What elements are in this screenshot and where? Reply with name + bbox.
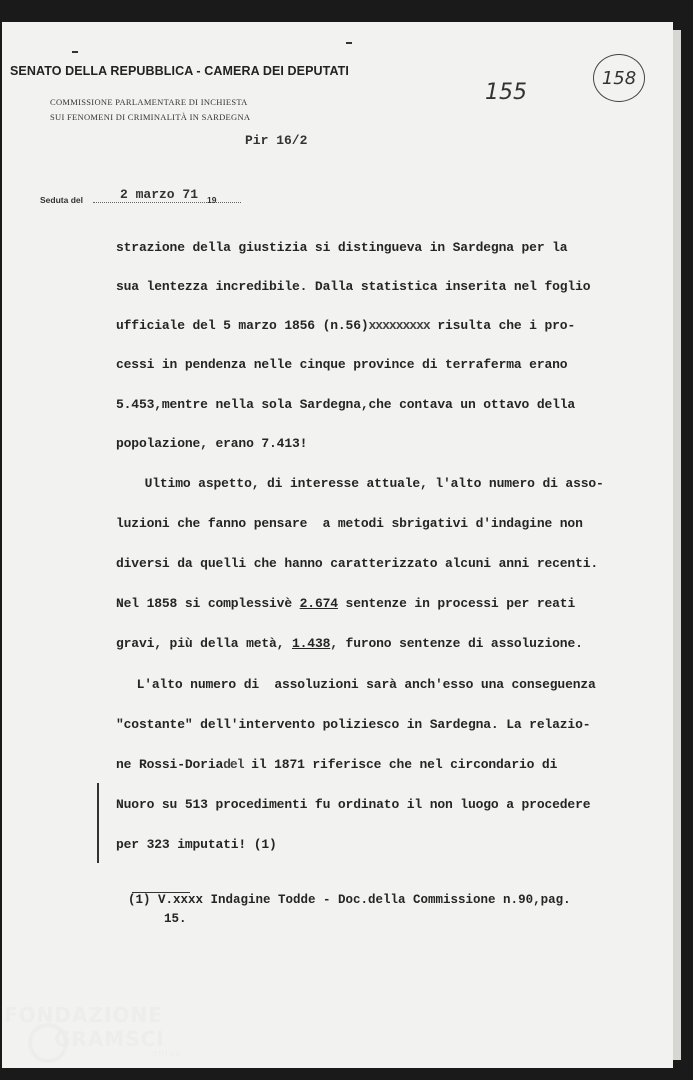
- document-reference: Pir 16/2: [245, 133, 308, 148]
- body-line: per 323 imputati! (1): [116, 837, 277, 852]
- handwritten-page-number: 155: [485, 80, 527, 105]
- body-line: sua lentezza incredibile. Dalla statistica inserita nel foglio: [116, 279, 591, 294]
- footnote-line: 15.: [164, 912, 187, 926]
- body-line: popolazione, erano 7.413!: [116, 436, 308, 451]
- strikeout-text: xxxxxxxxx: [368, 318, 430, 333]
- body-line: L'alto numero di assoluzioni sarà anch'esso una conseguenza: [106, 677, 596, 692]
- body-line: [116, 757, 557, 772]
- letterhead-subtitle-2: SUI FENOMENI DI CRIMINALITÀ IN SARDEGNA: [50, 112, 251, 122]
- margin-mark: [97, 783, 99, 863]
- body-line: "costante" dell'intervento poliziesco in Sardegna. La relazio-: [116, 717, 591, 732]
- seduta-year-prefix: 19: [207, 195, 217, 205]
- body-line-text: sentenze in processi per reati: [337, 596, 576, 611]
- body-line: [116, 596, 575, 611]
- footnote-line: (1) V.xxxx Indagine Todde - Doc.della Commissione n.90,pag.: [128, 893, 571, 907]
- letterhead-title: SENATO DELLA REPUBBLICA - CAMERA DEI DEPUTATI: [10, 64, 349, 78]
- punch-mark: [72, 51, 78, 53]
- circled-page-number: [593, 54, 645, 102]
- body-line: Nuoro su 513 procedimenti fu ordinato il non luogo a procedere: [116, 797, 591, 812]
- seduta-dotted-line: [93, 202, 241, 203]
- body-line: luzioni che fanno pensare a metodi sbrigativi d'indagine non: [116, 516, 583, 531]
- body-line: [116, 318, 575, 333]
- body-line-text: ufficiale del 5 marzo 1856 (n.56): [116, 318, 369, 333]
- watermark-line-3: onlus: [152, 1049, 182, 1059]
- underlined-number: 2.674: [299, 596, 338, 611]
- body-line-text: ne Rossi-Doria: [116, 757, 224, 772]
- body-line: 5.453,mentre nella sola Sardegna,che contava un ottavo della: [116, 397, 576, 412]
- seduta-date: 2 marzo 71: [120, 187, 199, 202]
- circled-page-number-text: 158: [601, 67, 637, 89]
- body-line-text: il 1871 riferisce che nel circondario di: [243, 757, 558, 772]
- body-line-text: , furono sentenze di assoluzione.: [330, 636, 583, 651]
- body-line: Ultimo aspetto, di interesse attuale, l'alto numero di asso-: [114, 476, 604, 491]
- watermark-line-1: FONDAZIONE: [4, 1003, 163, 1027]
- body-line: diversi da quelli che hanno caratterizzato alcuni anni recenti.: [116, 556, 599, 571]
- fondazione-gramsci-watermark: [4, 1003, 182, 1059]
- punch-mark: [346, 42, 352, 44]
- body-line: [116, 636, 583, 651]
- body-line-text: Nel 1858 si complessivè: [116, 596, 300, 611]
- body-line: cessi in pendenza nelle cinque province di terraferma erano: [116, 357, 568, 372]
- letterhead-subtitle-1: COMMISSIONE PARLAMENTARE DI INCHIESTA: [50, 97, 248, 107]
- watermark-line-2: GRAMSCI: [54, 1027, 165, 1051]
- body-line: strazione della giustizia si distingueva in Sardegna per la: [116, 240, 568, 255]
- strikeout-text: del: [223, 757, 244, 772]
- body-line-text: gravi, più della metà,: [116, 636, 292, 651]
- seduta-label: Seduta del: [40, 195, 83, 205]
- page-edge: [673, 30, 681, 1060]
- body-line-text: risulta che i pro-: [429, 318, 576, 333]
- document-page: [2, 22, 673, 1068]
- underlined-number: 1.438: [291, 636, 331, 651]
